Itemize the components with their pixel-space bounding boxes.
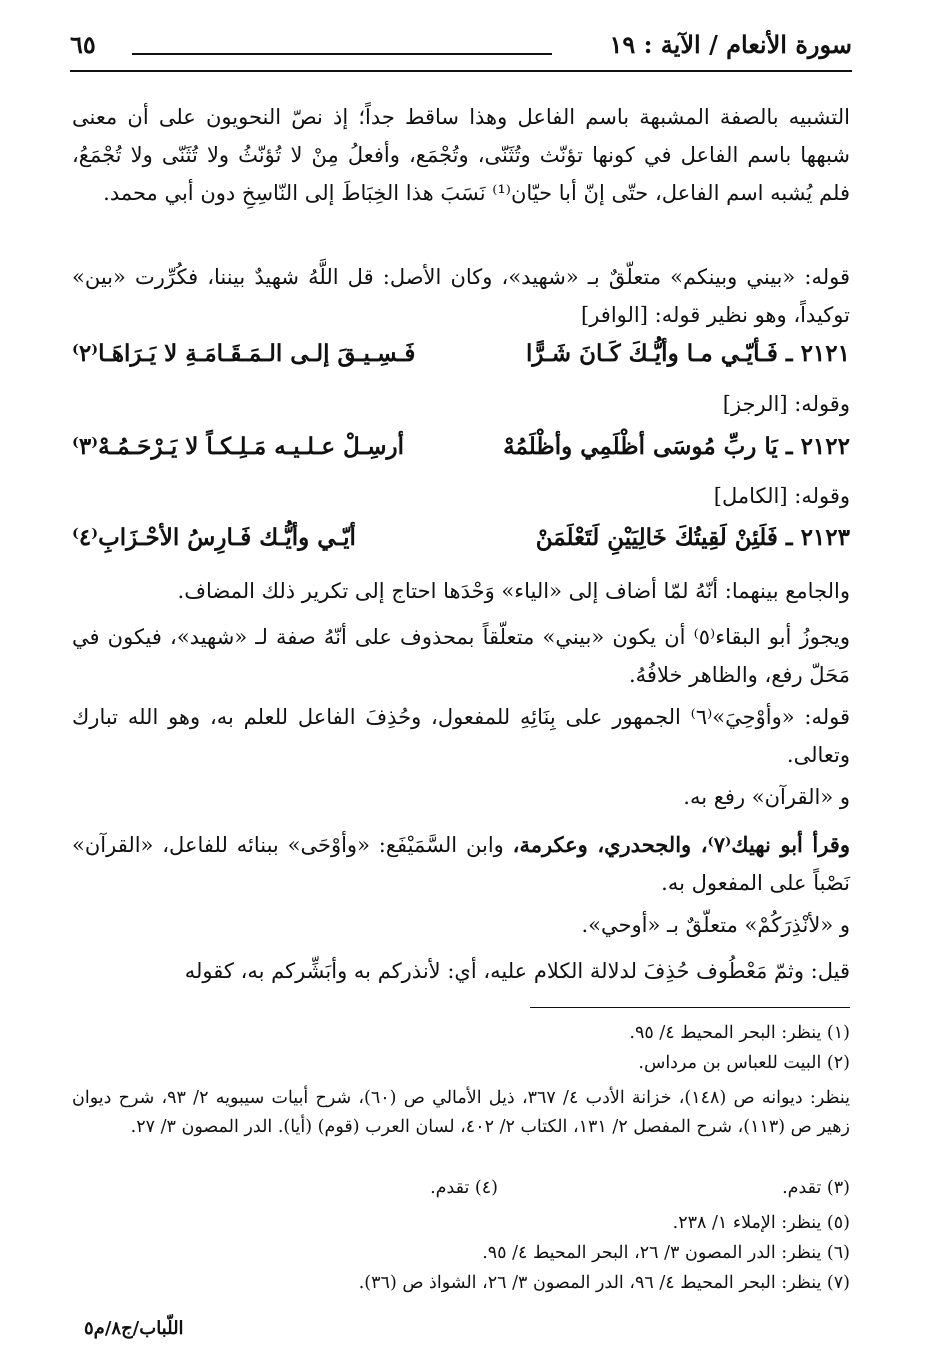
reciters-names: وقرأ أبو نهيك⁽٧⁾، والجحدري، وعكرمة،: [512, 832, 850, 857]
footnote-7: (٧) ينظر: البحر المحيط ٤/ ٩٦، الدر المصون ٣/ ٢٦، الشواذ ص (٣٦).: [358, 1273, 850, 1293]
footnote-4: (٤) تقدم.: [430, 1178, 498, 1198]
verse-2121-first-hemistich: ٢١٢١ ـ فَـأيّـي مـا وأيُّـكَ كَـانَ شَـرًّا: [525, 340, 850, 367]
paragraph-1: التشبيه بالصفة المشبهة باسم الفاعل وهذا ساقط جداً؛ إذ نصّ النحويون على أن معنى شبهها باسم الفاعل في كونها تؤنّث وتُثَنّى، وتُجْمَع، وأفعلُ مِنْ لا تُؤنّثُ ولا تُثَنّى ولا تُجْمَعُ، فلم يُشبه اسم الفاعل، حتّى إنّ أبا حيّان⁽¹⁾ نَسَبَ هذا الخِبَاطَ إلى النّاسِخِ دون أبي محمد.: [72, 105, 850, 205]
page-header: [70, 28, 852, 68]
page-number: ٦٥: [70, 30, 96, 59]
verse-2121-second-hemistich: فَـسِـيـقَ إلـى الـمَـقَـامَـةِ لا يَـرَاهَـا⁽٢⁾: [72, 340, 416, 367]
verse-2123-second-hemistich: أيّـي وأيُّـك فَـارِسُ الأحْـزَابِ⁽٤⁾: [72, 524, 356, 551]
paragraph-5: قوله: «وأوْحِيَ»⁽٦⁾ الجمهور على بِنَائِهِ للمفعول، وحُذِفَ الفاعل للعلم به، وهو الله تبارك وتعالى.: [72, 705, 850, 767]
footnote-5: (٥) ينظر: الإملاء ١/ ٢٣٨.: [672, 1213, 850, 1233]
footnote-2-detail: ينظر: ديوانه ص (١٤٨)، خزانة الأدب ٤/ ٣٦٧، ذيل الأمالي ص (٦٠)، شرح أبيات سيبويه ٢/ ٩٣، شرح ديوان زهير ص (١١٣)، شرح المفصل ٢/ ١٣١، الكتاب ٢/ ٤٠٢، لسان العرب (قوم) (أيا). الدر المصون ٣/ ٢٧.: [72, 1088, 850, 1137]
paragraph-6: و «القرآن» رفع به.: [683, 785, 850, 809]
header-title: سورة الأنعام / الآية : ١٩: [609, 30, 852, 59]
volume-signature: اللّباب/ج٨/م٥: [84, 1318, 184, 1339]
paragraph-3: والجامع بينهما: أنّهُ لمّا أضاف إلى «الياء» وَحْدَها احتاج إلى تكرير ذلك المضاف.: [177, 579, 850, 603]
header-dash-rule: [132, 53, 552, 55]
paragraph-9: قيل: وثمّ مَعْطُوف حُذِفَ لدلالة الكلام عليه، أي: لأنذركم به وأبَشِّركم به، كقوله: [184, 959, 850, 983]
verse-2122: [72, 433, 850, 473]
verse-2121: [72, 340, 850, 380]
footnote-6: (٦) ينظر: الدر المصون ٣/ ٢٦، البحر المحيط ٤/ ٩٥.: [482, 1243, 850, 1263]
verse-2122-first-hemistich: ٢١٢٢ ـ يَا ربِّ مُوسَى أظْلَمِي وأظْلَمُهْ: [503, 433, 850, 460]
verse-2123: [72, 524, 850, 564]
footnote-3: (٣) تقدم.: [782, 1178, 850, 1198]
paragraph-4: ويجوزُ أبو البقاء⁽٥⁾ أن يكون «بيني» متعلّقاً بمحذوف على أنّهُ صفة لـ «شهيد»، فيكون في مَحَلّ رفع، والظاهر خلافُهُ.: [72, 625, 850, 687]
verse-2123-first-hemistich: ٢١٢٣ ـ فَلَئِنْ لَقِيتُكَ خَالِيَيْنِ لَتَعْلَمَنْ: [535, 524, 850, 551]
paragraph-2: قوله: «بيني وبينكم» متعلّقٌ بـ «شهيد»، وكان الأصل: قل اللَّهُ شهيدٌ بيننا، فكُرِّرت «بين» توكيداً، وهو نظير قوله: [الوافر]: [72, 265, 850, 327]
footnote-separator: [530, 1007, 850, 1008]
footnote-2: (٢) البيت للعباس بن مرداس.: [638, 1053, 850, 1073]
footnotes-3-4: [72, 1178, 850, 1208]
meter-label-rajaz: وقوله: [الرجز]: [722, 392, 850, 416]
verse-2122-second-hemistich: أرسِـلْ عـلـيـه مَـلِـكـاً لا يَـرْحَـمُـهْ⁽٣⁾: [72, 433, 404, 460]
paragraph-8: و «لأنْذِرَكُمْ» متعلّقٌ بـ «أوحي».: [581, 913, 850, 937]
header-rule: [70, 70, 852, 72]
paragraph-7: [72, 826, 850, 902]
footnote-1: (١) ينظر: البحر المحيط ٤/ ٩٥.: [629, 1023, 850, 1043]
paragraph-7-rest: وابن السَّمَيْفَع: «وأوْحَى» ببنائه للفاعل، «القرآن» نَصْباً على المفعول به.: [72, 833, 850, 895]
meter-label-kamil: وقوله: [الكامل]: [713, 484, 850, 508]
